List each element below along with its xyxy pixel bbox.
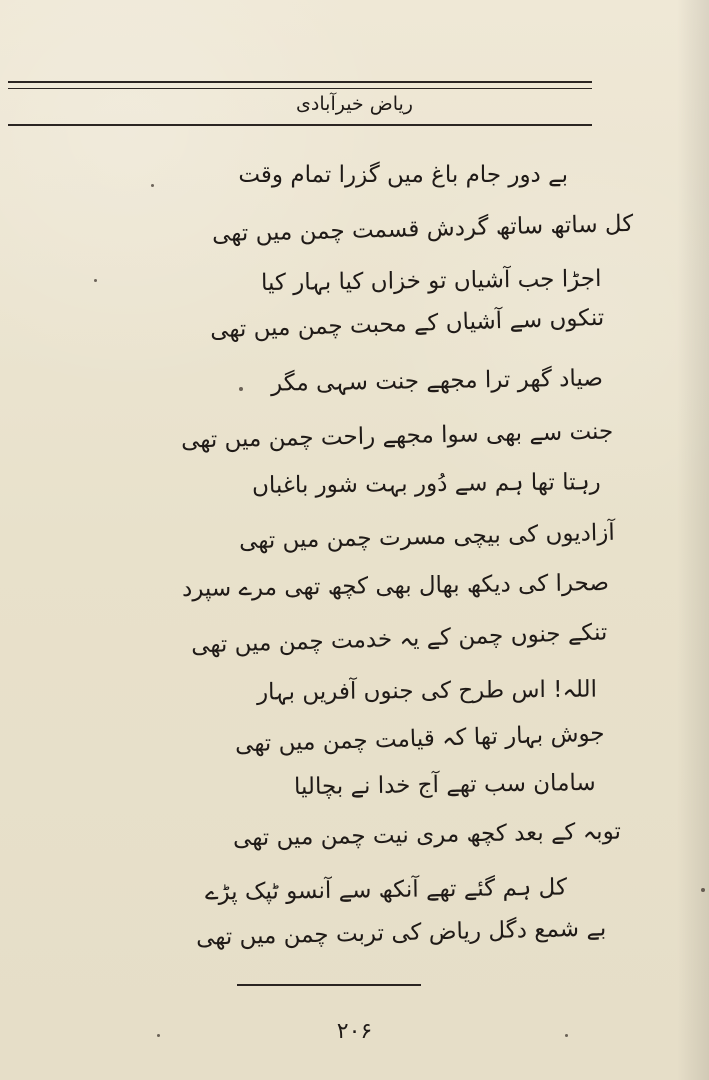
poem-line-10: تنکے جنوں چمن کے یہ خدمت چمن میں تھی: [190, 619, 608, 659]
poem-line-8: آزادیوں کی بیچی مسرت چمن میں تھی: [238, 519, 616, 555]
paper-speck: [239, 387, 243, 391]
poem-line-2: کل ساتھ ساتھ گردش قسمت چمن میں تھی: [211, 210, 634, 248]
top-rule-3: [8, 124, 592, 126]
top-rule-2: [8, 88, 592, 89]
paper-speck: [565, 1034, 568, 1037]
poem-line-6: جنت سے بھی سوا مجھے راحت چمن میں تھی: [180, 418, 614, 454]
paper-speck: [157, 1034, 160, 1037]
page-number: ۲۰۶: [336, 1019, 373, 1044]
page-header-title: ریاض خیرآبادی: [296, 93, 413, 115]
top-rule-1: [8, 81, 592, 83]
paper-speck: [701, 888, 705, 892]
paper-speck: [94, 279, 97, 282]
poem-line-4: تنکوں سے آشیاں کے محبت چمن میں تھی: [209, 304, 605, 344]
poem-line-16: بے شمع دگل ریاض کی تربت چمن میں تھی: [195, 915, 607, 951]
bottom-rule: [237, 984, 421, 986]
poem-line-7: رہتا تھا ہم سے دُور بہت شور باغباں: [252, 469, 602, 499]
poem-line-11: اللہ! اس طرح کی جنوں آفریں بہار: [256, 676, 598, 706]
poem-line-3: اجڑا جب آشیاں تو خزاں کیا بہار کیا: [260, 265, 602, 297]
poem-line-9: صحرا کی دیکھ بھال بھی کچھ تھی مرے سپرد: [181, 570, 610, 602]
paper-speck: [151, 184, 154, 187]
poem-line-1: بے دور جام باغ میں گزرا تمام وقت: [238, 162, 568, 188]
page-edge-shadow: [677, 0, 709, 1080]
poem-line-13: سامان سب تھے آج خدا نے بچالیا: [294, 769, 597, 801]
poem-line-5: صیاد گھر ترا مجھے جنت سہی مگر: [270, 365, 604, 397]
poem-line-15: کل ہم گئے تھے آنکھ سے آنسو ٹپک پڑے: [204, 874, 568, 906]
poem-line-12: جوش بہار تھا کہ قیامت چمن میں تھی: [235, 720, 606, 758]
poem-line-14: توبہ کے بعد کچھ مری نیت چمن میں تھی: [232, 818, 622, 852]
